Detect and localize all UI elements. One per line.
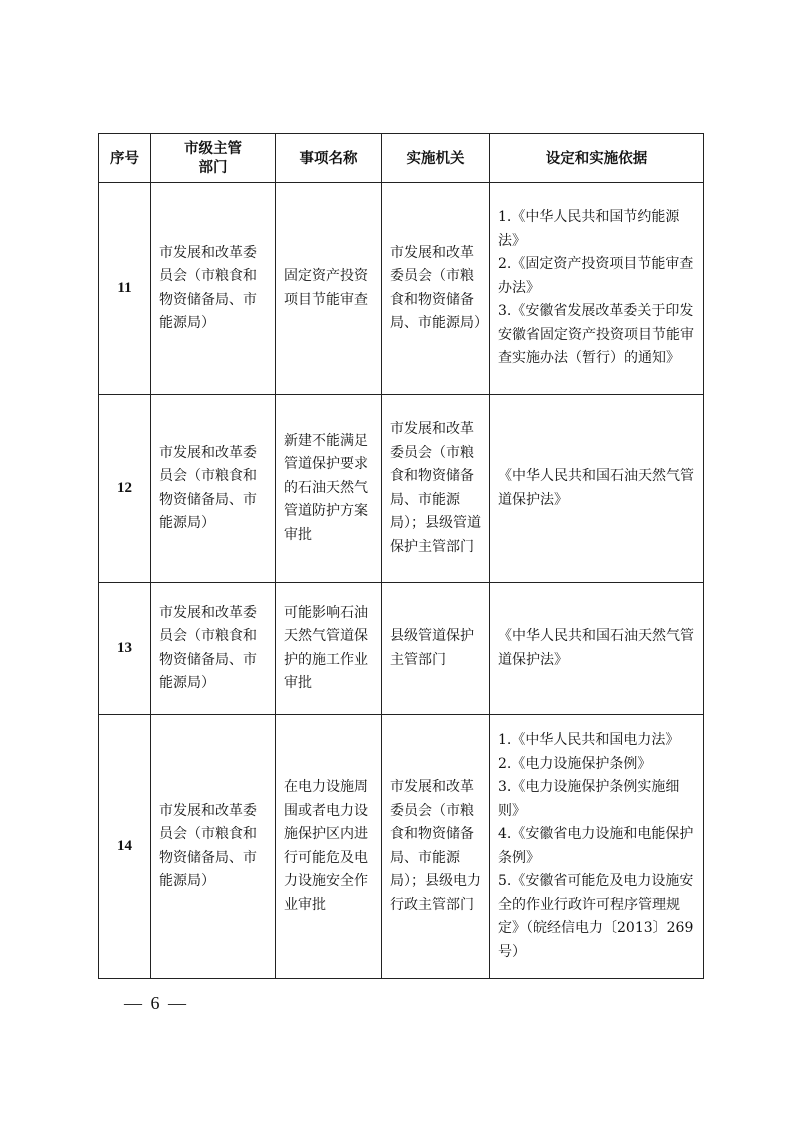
matters-table bbox=[98, 133, 704, 979]
header-seq: 序号 bbox=[99, 134, 151, 183]
row-basis bbox=[490, 395, 704, 583]
basis-item: 4.《安徽省电力设施和电能保护条例》 bbox=[498, 826, 694, 866]
basis-item: 3.《电力设施保护条例实施细则》 bbox=[498, 779, 680, 819]
basis-item: 5.《安徽省可能危及电力设施安全的作业行政许可程序管理规定》（皖经信电力〔2013〕269 号） bbox=[498, 873, 694, 960]
basis-item: 《中华人民共和国石油天然气管道保护法》 bbox=[498, 468, 694, 508]
row-agency: 市发展和改革委员会（市粮食和物资储备局、市能源局） bbox=[382, 183, 490, 395]
row-dept: 市发展和改革委员会（市粮食和物资储备局、市能源局） bbox=[151, 583, 276, 715]
row-seq: 14 bbox=[99, 715, 151, 979]
row-seq: 13 bbox=[99, 583, 151, 715]
row-agency: 县级管道保护主管部门 bbox=[382, 583, 490, 715]
header-agency: 实施机关 bbox=[382, 134, 490, 183]
header-dept-line2: 部门 bbox=[198, 159, 228, 176]
row-dept: 市发展和改革委员会（市粮食和物资储备局、市能源局） bbox=[151, 395, 276, 583]
row-basis bbox=[490, 583, 704, 715]
basis-item: 2.《电力设施保护条例》 bbox=[498, 755, 652, 772]
row-dept: 市发展和改革委员会（市粮食和物资储备局、市能源局） bbox=[151, 715, 276, 979]
header-dept-line1: 市级主管 bbox=[184, 140, 242, 157]
table-row bbox=[99, 583, 704, 715]
row-item: 新建不能满足管道保护要求的石油天然气管道防护方案审批 bbox=[276, 395, 382, 583]
basis-item: 2.《固定资产投资项目节能审查办法》 bbox=[498, 256, 694, 296]
row-agency: 市发展和改革委员会（市粮食和物资储备局、市能源局）；县级管道保护主管部门 bbox=[382, 395, 490, 583]
header-basis: 设定和实施依据 bbox=[490, 134, 704, 183]
row-seq: 11 bbox=[99, 183, 151, 395]
row-dept: 市发展和改革委员会（市粮食和物资储备局、市能源局） bbox=[151, 183, 276, 395]
basis-item: 3.《安徽省发展改革委关于印发安徽省固定资产投资项目节能审查实施办法（暂行）的通知》 bbox=[498, 303, 694, 367]
row-item: 在电力设施周围或者电力设施保护区内进行可能危及电力设施安全作业审批 bbox=[276, 715, 382, 979]
header-item-name: 事项名称 bbox=[276, 134, 382, 183]
header-dept bbox=[151, 134, 276, 183]
row-item: 可能影响石油天然气管道保护的施工作业审批 bbox=[276, 583, 382, 715]
row-seq: 12 bbox=[99, 395, 151, 583]
row-basis bbox=[490, 183, 704, 395]
table-row bbox=[99, 715, 704, 979]
page-number: — 6 — bbox=[124, 993, 188, 1013]
basis-item: 1.《中华人民共和国节约能源法》 bbox=[498, 209, 680, 249]
table-row bbox=[99, 395, 704, 583]
table-row bbox=[99, 183, 704, 395]
row-agency: 市发展和改革委员会（市粮食和物资储备局、市能源局）；县级电力行政主管部门 bbox=[382, 715, 490, 979]
header-row bbox=[99, 134, 704, 183]
row-item: 固定资产投资项目节能审查 bbox=[276, 183, 382, 395]
basis-item: 《中华人民共和国石油天然气管道保护法》 bbox=[498, 628, 694, 668]
basis-item: 1.《中华人民共和国电力法》 bbox=[498, 732, 680, 748]
row-basis bbox=[490, 715, 704, 979]
